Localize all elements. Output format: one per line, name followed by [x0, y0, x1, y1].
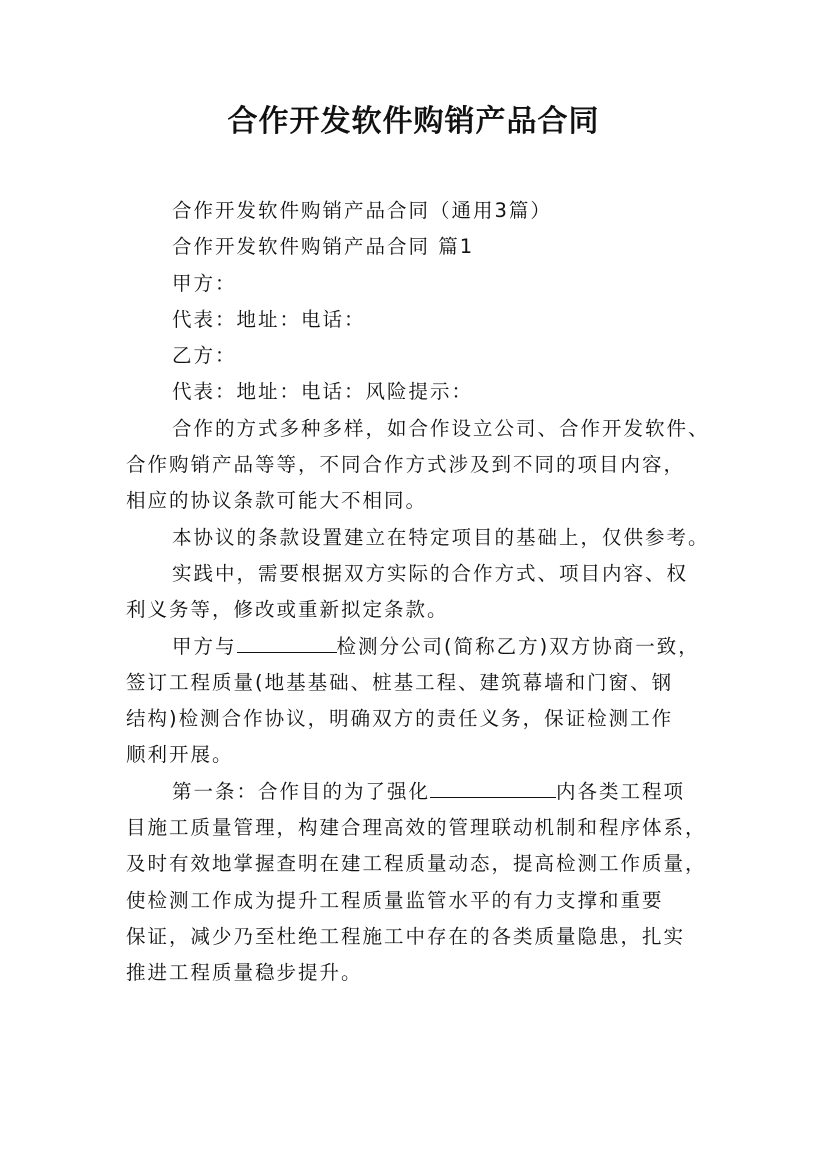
paragraph-line: 签订工程质量(地基基础、桩基工程、建筑幕墙和门窗、钢	[126, 670, 674, 694]
paragraph-line: 目施工质量管理，构建合理高效的管理联动机制和程序体系，	[126, 816, 707, 840]
paragraph-line: 相应的协议条款可能大不相同。	[126, 489, 428, 513]
document-body	[126, 193, 710, 992]
paragraph-line: 乙方：	[172, 344, 237, 368]
paragraph-text: 第一条：合作目的为了强化	[172, 779, 431, 803]
paragraph-line: 合作开发软件购销产品合同 篇1	[172, 235, 475, 259]
paragraph-line: 及时有效地掌握查明在建工程质量动态，提高检测工作质量，	[126, 852, 707, 876]
fill-in-blank[interactable]	[237, 634, 337, 653]
paragraph-line: 顺利开展。	[126, 743, 234, 767]
paragraph-text: 甲方与	[172, 634, 237, 658]
fill-in-blank[interactable]	[430, 779, 556, 798]
paragraph-line: 利义务等，修改或重新拟定条款。	[126, 598, 449, 622]
paragraph-line: 使检测工作成为提升工程质量监管水平的有力支撑和重要	[126, 888, 664, 912]
paragraph-line: 保证，减少乃至杜绝工程施工中存在的各类质量隐患，扎实	[126, 924, 686, 948]
paragraph-line: 合作的方式多种多样，如合作设立公司、合作开发软件、	[172, 416, 710, 440]
paragraph-line: 合作购销产品等等，不同合作方式涉及到不同的项目内容，	[126, 453, 686, 477]
paragraph-text: 内各类工程项	[556, 779, 686, 803]
paragraph-line	[126, 629, 710, 665]
document-title: 合作开发软件购销产品合同	[227, 104, 600, 139]
paragraph-line	[126, 774, 710, 810]
paragraph-line: 结构)检测合作协议，明确双方的责任义务，保证检测工作	[126, 707, 674, 731]
paragraph-line: 本协议的条款设置建立在特定项目的基础上，仅供参考。	[172, 525, 710, 549]
paragraph-line: 推进工程质量稳步提升。	[126, 961, 363, 985]
paragraph-line: 甲方：	[172, 271, 237, 295]
paragraph-line: 合作开发软件购销产品合同（通用3篇）	[172, 199, 552, 222]
paragraph-line: 实践中，需要根据双方实际的合作方式、项目内容、权	[172, 561, 689, 585]
paragraph-line: 代表：地址：电话：	[172, 307, 366, 331]
paragraph-line: 代表：地址：电话：风险提示：	[172, 380, 474, 404]
paragraph-text: 检测分公司(简称乙方)双方协商一致，	[336, 634, 700, 658]
